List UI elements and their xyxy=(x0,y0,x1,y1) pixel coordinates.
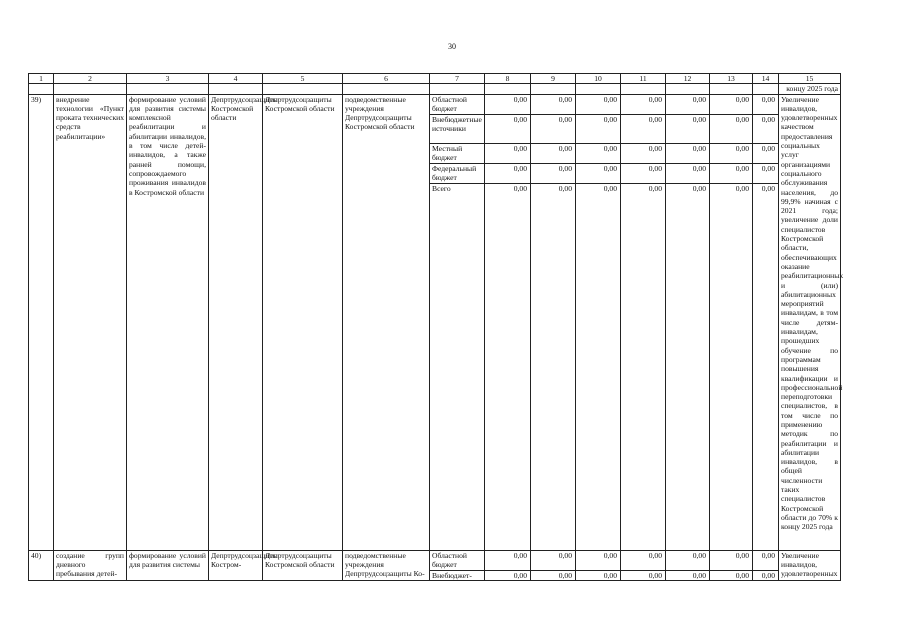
header-cell: 5 xyxy=(263,74,343,84)
program-table xyxy=(28,73,844,581)
header-cell: 13 xyxy=(710,74,753,84)
header-cell: 8 xyxy=(485,74,531,84)
source-name: Внебюджетные источники xyxy=(430,115,484,144)
value-cell: 0,00 xyxy=(753,115,778,144)
value-cell: 0,00 xyxy=(576,551,620,571)
row-number: 39) xyxy=(29,94,54,550)
value-cell: 0,00 xyxy=(513,570,527,580)
row-number: 40) xyxy=(29,550,54,580)
measure-goal: формирование условий для развития системы xyxy=(127,550,209,580)
header-cell: 4 xyxy=(209,74,263,84)
value-cell: 0,00 xyxy=(485,164,530,184)
value-cell: 0,00 xyxy=(576,115,620,144)
value-cell: 0,00 xyxy=(485,115,530,144)
header-cell: 1 xyxy=(29,74,54,84)
value-cell: 0,00 xyxy=(710,144,752,164)
executors: подведомственные учреждения Депртрудсоцзащиты Ко- xyxy=(343,550,430,580)
value-cell: 0,00 xyxy=(710,115,752,144)
value-cell: 0,00 xyxy=(576,144,620,164)
value-cell: 0,00 xyxy=(692,570,706,580)
value-cell: 0,00 xyxy=(621,144,665,164)
value-cell: 0,00 xyxy=(666,164,709,184)
expected-result: Увеличение инвалидов, удовлетворенных качеством предоставления социальных услуг организациями социального обслуживания населения, до 99,9% начиная с 2021 года; увеличение доли специалистов Костромской области, обеспечивающих оказание реабилитационных и (или) абилитационных мероприятий инвалидам, в том числе детям-инвалидам, прошедших обучение по программам повышения квалификации и профессиональной переподготовки специалистов, в том числе по применению методик по реабилитации и абилитации инвалидов, в общей численности таких специалистов Костромской области до 70% к концу 2025 года xyxy=(779,94,841,550)
header-cell: 9 xyxy=(531,74,576,84)
value-cell: 0,00 xyxy=(710,95,752,115)
value-cell: 0,00 xyxy=(710,551,752,571)
expected-result: Увеличение инвалидов, удовлетворенных xyxy=(779,550,841,580)
value-cell: 0,00 xyxy=(666,95,709,115)
value-cell: 0,00 xyxy=(692,183,706,193)
value-cell: 0,00 xyxy=(558,183,572,193)
value-cell: 0,00 xyxy=(753,164,778,184)
value-cell: 0,00 xyxy=(735,570,749,580)
table-row xyxy=(29,94,841,550)
table-row xyxy=(29,550,841,580)
coordinator: Депртрудсоцзащиты Костромской области xyxy=(263,550,343,580)
responsible: Депртрудсоцзащиты Костром- xyxy=(209,550,263,580)
value-cell: 0,00 xyxy=(753,95,778,115)
value-cell: 0,00 xyxy=(576,95,620,115)
value-cell: 0,00 xyxy=(753,551,778,571)
value-cell: 0,00 xyxy=(666,144,709,164)
value-cell: 0,00 xyxy=(761,570,775,580)
value-cell: 0,00 xyxy=(531,144,575,164)
value-cell: 0,00 xyxy=(621,551,665,571)
page-number: 30 xyxy=(448,42,456,51)
source-name: Всего xyxy=(432,183,451,193)
value-cell: 0,00 xyxy=(666,551,709,571)
measure-goal: формирование условий для развития системы комплексной реабилитации и абилитации инвалидов, в том числе детей-инвалидов, а также ранней помощи, сопровождаемого проживания инвалидов в Костромской области xyxy=(127,94,209,550)
header-cell: 11 xyxy=(621,74,666,84)
header-cell: 7 xyxy=(430,74,485,84)
value-cell: 0,00 xyxy=(603,183,617,193)
source-name: Федеральный бюджет xyxy=(430,164,484,184)
value-cell: 0,00 xyxy=(531,115,575,144)
value-cell: 0,00 xyxy=(710,164,752,184)
measure-name: создание групп дневного пребывания детей- xyxy=(54,550,127,580)
source-name: Внебюджет- xyxy=(432,570,472,580)
value-cell: 0,00 xyxy=(558,570,572,580)
coordinator: Депртрудсоцзащиты Костромской области xyxy=(263,94,343,550)
header-cell: 15 xyxy=(779,74,841,84)
value-cell: 0,00 xyxy=(531,164,575,184)
responsible: Депртрудсоцзащиты Костромской области xyxy=(209,94,263,550)
value-cell: 0,00 xyxy=(531,551,575,571)
header-cell: 2 xyxy=(54,74,127,84)
header-cell: 10 xyxy=(576,74,621,84)
value-cell: 0,00 xyxy=(666,115,709,144)
value-cell: 0,00 xyxy=(485,551,530,571)
executors: подведомственные учреждения Депртрудсоцзащиты Костромской области xyxy=(343,94,430,550)
value-cell: 0,00 xyxy=(648,183,662,193)
value-cell: 0,00 xyxy=(761,183,775,193)
continuation-text: концу 2025 года xyxy=(779,84,841,94)
source-name: Областной бюджет xyxy=(430,551,484,571)
value-cell: 0,00 xyxy=(621,95,665,115)
header-cell: 12 xyxy=(666,74,710,84)
value-cell: 0,00 xyxy=(735,183,749,193)
value-cell: 0,00 xyxy=(648,570,662,580)
value-cell: 0,00 xyxy=(621,115,665,144)
header-cell: 14 xyxy=(753,74,779,84)
source-name: Областной бюджет xyxy=(430,95,484,115)
value-cell: 0,00 xyxy=(753,144,778,164)
header-cell: 3 xyxy=(127,74,209,84)
value-cell: 0,00 xyxy=(531,95,575,115)
source-name: Местный бюджет xyxy=(430,144,484,164)
value-cell: 0,00 xyxy=(513,183,527,193)
value-cell: 0,00 xyxy=(485,144,530,164)
value-cell: 0,00 xyxy=(603,570,617,580)
continuation-row xyxy=(29,84,841,94)
value-cell: 0,00 xyxy=(621,164,665,184)
value-cell: 0,00 xyxy=(485,95,530,115)
measure-name: внедрение технологии «Пункт проката технических средств реабилитации» xyxy=(54,94,127,550)
value-cell: 0,00 xyxy=(576,164,620,184)
header-cell: 6 xyxy=(343,74,430,84)
header-row xyxy=(29,74,841,84)
